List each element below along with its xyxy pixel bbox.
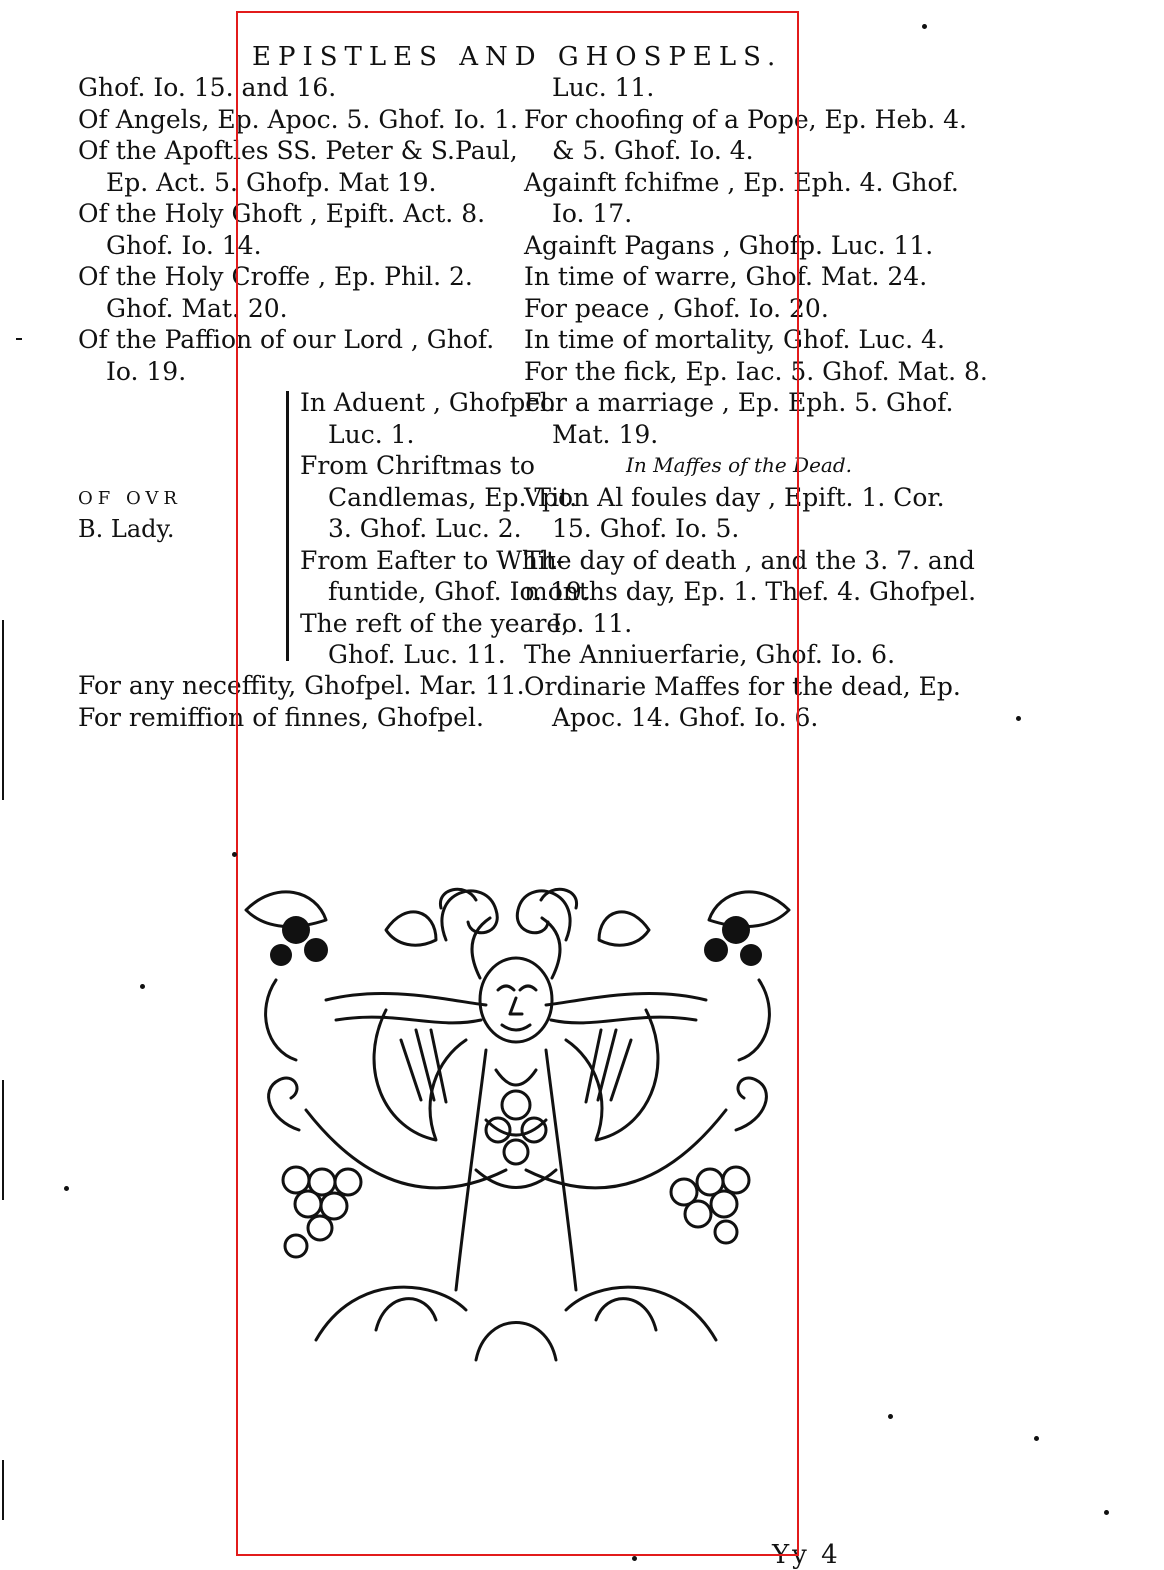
- text-line: Of Angels, Ep. Apoc. 5. Ghof. Io. 1.: [78, 104, 518, 134]
- text-line: Io. 17.: [552, 199, 633, 228]
- text-line: 15. Ghof. Io. 5.: [552, 514, 740, 543]
- text-line: For a marriage , Ep. Eph. 5. Ghof.: [524, 388, 954, 417]
- text-line: Of the Paffion of our Lord , Ghof.: [78, 325, 495, 354]
- scan-speck: [632, 1556, 637, 1561]
- scan-edge-mark: [16, 338, 22, 340]
- signature-mark: Yy 4: [772, 1540, 841, 1570]
- our-lady-label-line2: B. Lady.: [78, 515, 175, 543]
- scan-speck: [1104, 1510, 1109, 1515]
- text-line: From Eafter to Whit-: [300, 545, 565, 575]
- scan-speck: [140, 984, 145, 989]
- text-line: Ghof. Mat. 20.: [106, 293, 288, 323]
- left-top-lines: [78, 72, 518, 387]
- text-line: Vpon Al foules day , Epift. 1. Cor.: [524, 482, 945, 512]
- text-line: For the fick, Ep. Iac. 5. Ghof. Mat. 8.: [524, 356, 988, 386]
- text-line: & 5. Ghof. Io. 4.: [552, 136, 754, 165]
- text-line: Candlemas, Ep. Tit.: [328, 482, 578, 512]
- running-header: EPISTLES AND GHOSPELS.: [252, 42, 783, 72]
- scan-edge-mark: [2, 1460, 4, 1520]
- text-line: Of the Apoftles SS. Peter & S.Paul,: [78, 136, 518, 165]
- text-line: The Anniuerfarie, Ghof. Io. 6.: [524, 640, 896, 669]
- text-line: Ordinarie Maffes for the dead, Ep.: [524, 671, 961, 701]
- text-line: For peace , Ghof. Io. 20.: [524, 293, 829, 323]
- text-line: Of the Holy Ghoft , Epift. Act. 8.: [78, 199, 486, 228]
- text-line: For remiffion of finnes, Ghofpel.: [78, 702, 484, 732]
- right-column: [524, 72, 988, 734]
- text-line: funtide, Ghof. Io. 19.: [328, 577, 590, 606]
- brace-divider: [286, 391, 293, 661]
- scan-speck: [1016, 716, 1021, 721]
- scan-speck: [888, 1414, 893, 1419]
- our-lady-label: [78, 483, 208, 545]
- text-line: For any neceffity, Ghofpel. Mar. 11.: [78, 671, 525, 700]
- our-lady-entries: [300, 387, 590, 671]
- our-lady-label-line1: OF OVR: [78, 488, 182, 509]
- text-line: Io. 19.: [106, 356, 187, 386]
- text-line: Ghof. Luc. 11.: [328, 640, 506, 669]
- scan-speck: [232, 852, 237, 857]
- text-line: Ghof. Io. 15. and 16.: [78, 73, 337, 102]
- scan-speck: [64, 1186, 69, 1191]
- left-column: [78, 72, 590, 733]
- text-line: From Chriftmas to: [300, 451, 535, 480]
- text-line: months day, Ep. 1. Thef. 4. Ghofpel.: [524, 577, 977, 606]
- scan-speck: [1034, 1436, 1039, 1441]
- text-line: The reft of the yeare,: [300, 608, 570, 638]
- text-line: Apoc. 14. Ghof. Io. 6.: [552, 703, 819, 732]
- text-line: For choofing of a Pope, Ep. Heb. 4.: [524, 104, 968, 134]
- left-bottom-lines: [78, 670, 525, 733]
- text-line: Io. 11.: [552, 608, 633, 638]
- text-line: Ep. Act. 5. Ghofp. Mat 19.: [106, 167, 437, 197]
- floral-tailpiece-woodcut-icon: [236, 870, 799, 1370]
- text-line: The day of death , and the 3. 7. and: [524, 545, 975, 575]
- text-line: In time of mortality, Ghof. Luc. 4.: [524, 325, 945, 354]
- scan-edge-mark: [2, 620, 4, 800]
- text-line: 3. Ghof. Luc. 2.: [328, 514, 522, 543]
- text-line: Ghof. Io. 14.: [106, 230, 262, 260]
- scan-speck: [922, 24, 927, 29]
- text-line: In Aduent , Ghofpel.: [300, 388, 556, 417]
- text-line: Luc. 11.: [552, 73, 655, 102]
- our-lady-section: [78, 387, 590, 670]
- scan-edge-mark: [2, 1080, 4, 1200]
- text-line: Mat. 19.: [552, 419, 659, 449]
- text-line: Againft Pagans , Ghofp. Luc. 11.: [524, 230, 934, 260]
- text-line: Againft fchifme , Ep. Eph. 4. Ghof.: [524, 167, 959, 197]
- text-line: Of the Holy Croffe , Ep. Phil. 2.: [78, 262, 473, 291]
- section-heading-dead: In Maffes of the Dead.: [625, 453, 853, 477]
- text-line: Luc. 1.: [328, 419, 415, 449]
- text-line: In time of warre, Ghof. Mat. 24.: [524, 262, 928, 291]
